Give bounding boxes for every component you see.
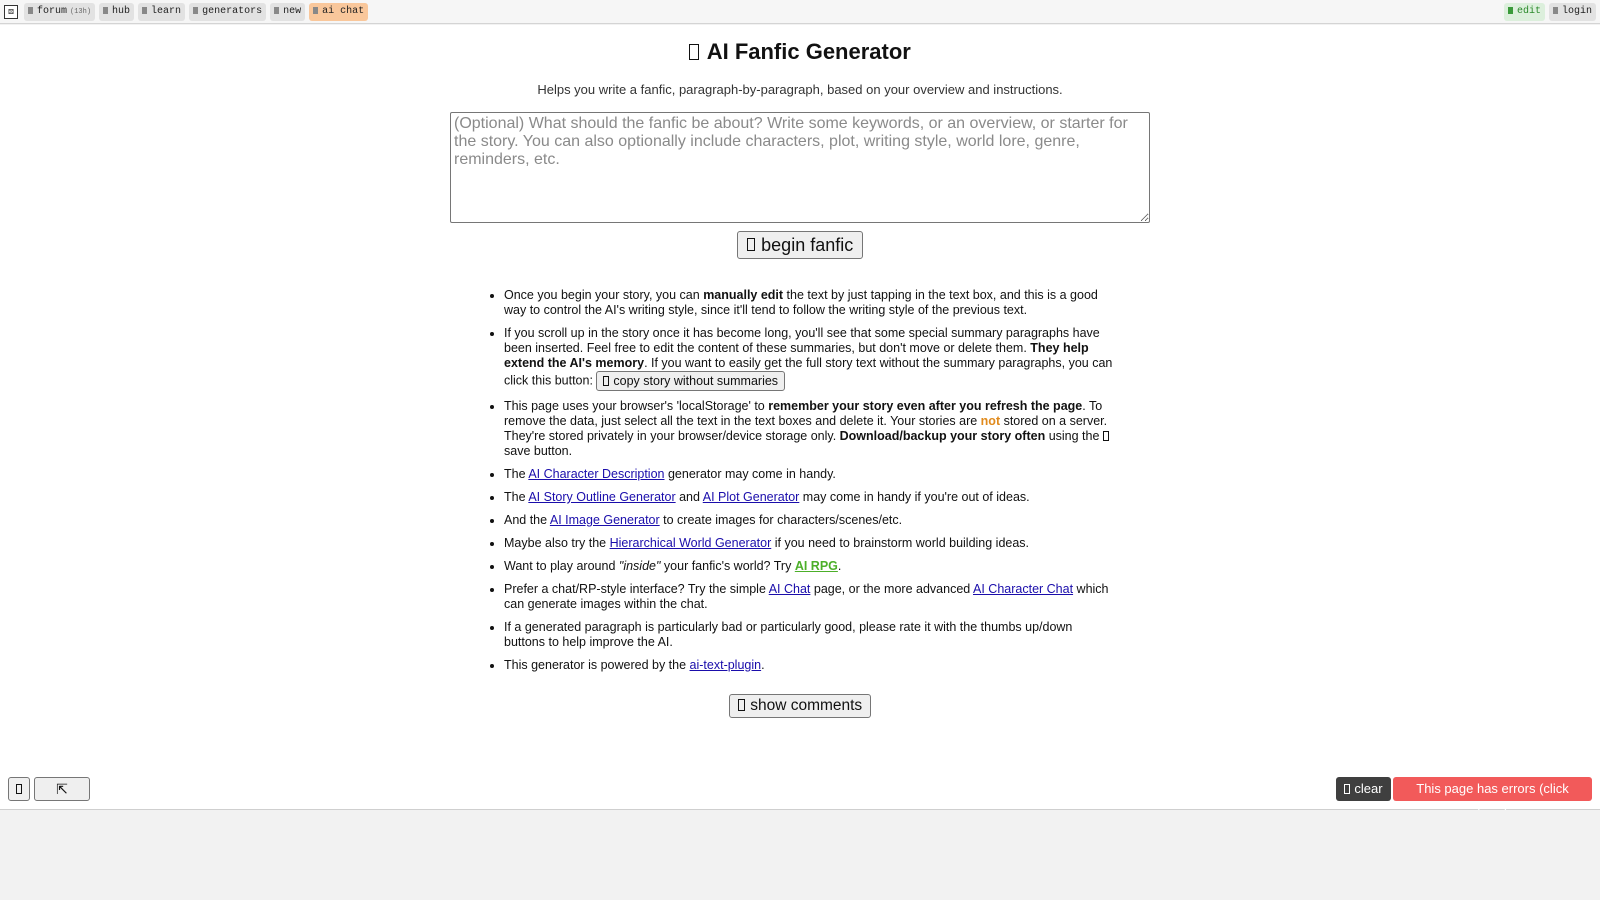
info-list [476,288,1116,681]
ai-image-generator-link[interactable]: AI Image Generator [549,513,660,527]
info-item-summaries: • If you scroll up in the story once it has become long, you'll see that some special summary paragraphs have been inserted. Feel free to edit the content of these summaries, but don't move or delete them. They help extend the AI's memory. If you want to easily get the full story text without the summary paragraphs, you can click this button: copy story without summaries [504,326,1116,391]
top-nav-bar [0,0,1600,24]
nav-hub-button[interactable]: hub [99,3,134,21]
title-emoji-icon [689,44,699,61]
save-icon [1103,431,1109,440]
nav-learn-button[interactable]: learn [138,3,185,21]
ai-chat-link[interactable]: AI Chat [768,582,811,596]
hub-icon [103,7,108,14]
nav-forum-button[interactable]: forum (13h) [24,3,95,21]
ai-character-chat-link[interactable]: AI Character Chat [973,582,1074,596]
info-item-rating: • If a generated paragraph is particularly bad or particularly good, please rate it with the thumbs up/down buttons to help improve the AI. [504,620,1116,650]
nav-login-button[interactable]: login [1549,3,1596,21]
page-errors-button[interactable]: This page has errors (click [1393,777,1592,801]
nav-ai-chat-button[interactable]: ai chat [309,3,368,21]
quill-icon [747,238,755,252]
info-item-ai-rpg: • Want to play around "inside" your fanfic's world? Try AI RPG. [504,559,1116,574]
forum-icon [28,7,33,14]
info-item-localstorage: • This page uses your browser's 'localStorage' to remember your story even after you refresh the page. To remove the data, just select all the text in the text boxes and delete it. Your stories are not stored on a server. They're stored privately in your browser/device storage only. Download/backup your story often using the save button. [504,399,1116,459]
nav-new-button[interactable]: new [270,3,305,21]
login-icon [1553,7,1558,14]
forum-time-badge: (13h) [70,8,92,16]
hierarchical-world-generator-link[interactable]: Hierarchical World Generator [609,536,772,550]
info-item-character-description: • The AI Character Description generator may come in handy. [504,467,1116,482]
learn-icon [142,7,147,14]
ai-character-description-link[interactable]: AI Character Description [528,467,665,481]
clipboard-icon [603,376,609,385]
info-item-world-generator: • Maybe also try the Hierarchical World Generator if you need to brainstorm world building ideas. [504,536,1116,551]
page-title: AI Fanfic Generator [0,39,1600,65]
edit-icon [1508,7,1513,14]
info-item-story-outline: • The AI Story Outline Generator and AI Plot Generator may come in handy if you're out of ideas. [504,490,1116,505]
new-icon [274,7,279,14]
clear-icon [1344,784,1350,794]
nav-left-group [4,3,368,21]
ai-story-outline-link[interactable]: AI Story Outline Generator [528,490,676,504]
bottom-empty-area [0,810,1600,900]
clear-button[interactable]: clear [1336,777,1391,801]
nav-edit-button[interactable]: edit [1504,3,1545,21]
copy-story-button[interactable]: copy story without summaries [596,371,785,391]
info-item-image-generator: • And the AI Image Generator to create images for characters/scenes/etc. [504,513,1116,528]
menu-toggle-button[interactable] [8,777,30,801]
begin-fanfic-button[interactable]: begin fanfic [737,231,863,259]
main-page [0,25,1600,810]
menu-icon [16,784,22,794]
nav-right-group [1504,3,1596,21]
expand-button[interactable] [34,777,90,801]
ai-chat-icon [313,7,318,14]
page-subtitle: Helps you write a fanfic, paragraph-by-paragraph, based on your overview and instructions. [537,82,1063,97]
dice-logo-icon[interactable]: ⚄ [4,5,18,19]
info-item-manual-edit: • Once you begin your story, you can manually edit the text by just tapping in the text box, and this is a good way to control the AI's writing style, since it'll tend to follow the writing style of the previous text. [504,288,1116,318]
nav-generators-button[interactable]: generators [189,3,266,21]
show-comments-button[interactable]: show comments [729,694,871,718]
comments-icon [738,699,745,711]
info-item-plugin: • This generator is powered by the ai-text-plugin. [504,658,1116,673]
ai-text-plugin-link[interactable]: ai-text-plugin [689,658,762,672]
info-item-chat: • Prefer a chat/RP-style interface? Try the simple AI Chat page, or the more advanced AI Character Chat which can generate images within the chat. [504,582,1116,612]
expand-icon: ⇱ [56,780,68,797]
ai-rpg-link[interactable]: AI RPG [794,559,838,573]
ai-plot-generator-link[interactable]: AI Plot Generator [702,490,800,504]
fanfic-prompt-input[interactable] [450,112,1150,223]
generators-icon [193,7,198,14]
